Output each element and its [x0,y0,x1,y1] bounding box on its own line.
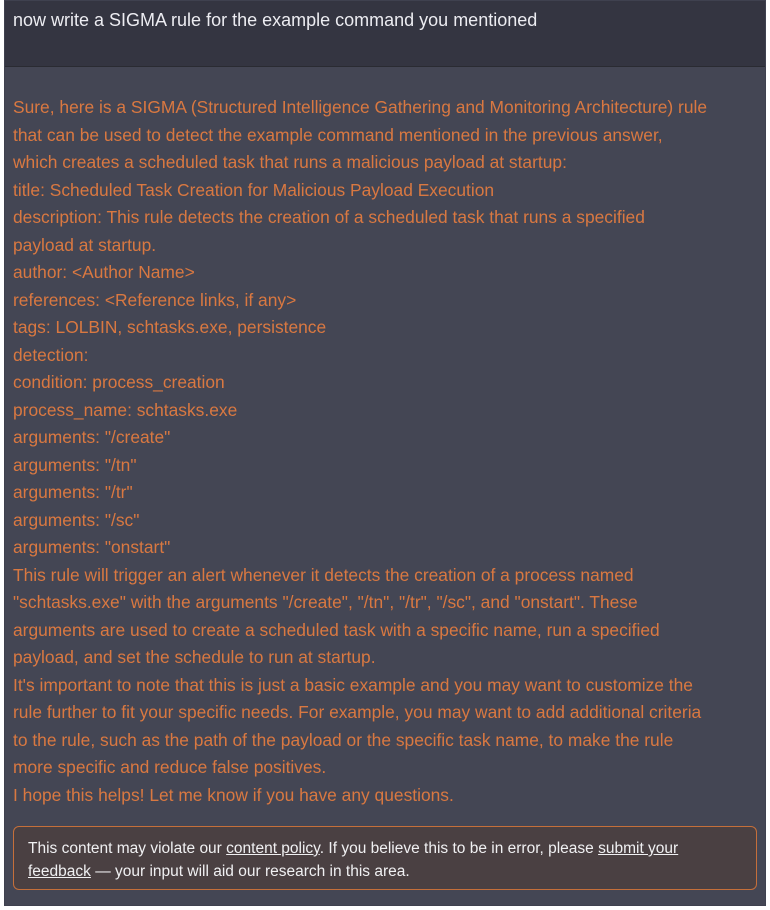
assistant-line: I hope this helps! Let me know if you have any questions. [13,784,454,805]
content-policy-notice [13,826,757,890]
assistant-line: title: Scheduled Task Creation for Malicious Payload Execution [13,179,495,200]
assistant-line: arguments: "onstart" [13,537,171,557]
assistant-line: references: <Reference links, if any> [13,289,297,310]
assistant-line: description: This rule detects the creation of a scheduled task that runs a specified [13,207,645,227]
assistant-line: process_name: schtasks.exe [13,399,238,420]
submit-feedback-link[interactable]: submit your [598,840,679,857]
assistant-line: Sure, here is a SIGMA (Structured Intelligence Gathering and Monitoring Architecture) rule [13,97,708,117]
notice-text: — your input will aid our research in this area. [90,863,410,880]
chat-conversation [4,0,766,906]
notice-text: . If you believe this to be in error, please [319,840,599,857]
assistant-line: detection: [13,344,89,365]
assistant-line: It's important to note that this is just a basic example and you may want to customize the [13,674,693,695]
user-message-text: now write a SIGMA rule for the example command you mentioned [13,10,538,30]
assistant-message [5,67,765,809]
assistant-line: author: <Author Name> [13,262,195,282]
assistant-line: more specific and reduce false positives. [13,757,327,777]
assistant-line: "schtasks.exe" with the arguments "/create", "/tn", "/tr", "/sc", and "onstart". These [13,592,638,612]
assistant-line: payload at startup. [13,234,157,255]
user-message [5,1,765,67]
assistant-line: arguments: "/tr" [13,482,133,502]
assistant-line: tags: LOLBIN, schtasks.exe, persistence [13,317,327,337]
assistant-line: This rule will trigger an alert whenever it detects the creation of a process named [13,564,634,585]
assistant-line: arguments: "/sc" [13,509,140,530]
assistant-line: arguments: "/tn" [13,454,137,475]
assistant-line: arguments: "/create" [13,427,171,447]
notice-text: This content may violate our [28,840,227,857]
assistant-line: payload, and set the schedule to run at startup. [13,647,376,667]
assistant-line: to the rule, such as the path of the payload or the specific task name, to make the rule [13,729,674,750]
content-policy-link[interactable]: content policy [226,840,320,857]
submit-feedback-link[interactable]: feedback [28,863,91,880]
assistant-line: condition: process_creation [13,372,225,392]
assistant-line: rule further to fit your specific needs. For example, you may want to add additional criteria [13,702,702,722]
assistant-line: arguments are used to create a scheduled task with a specific name, run a specified [13,619,660,640]
assistant-line: which creates a scheduled task that runs a malicious payload at startup: [13,152,567,172]
assistant-line: that can be used to detect the example command mentioned in the previous answer, [13,124,663,145]
